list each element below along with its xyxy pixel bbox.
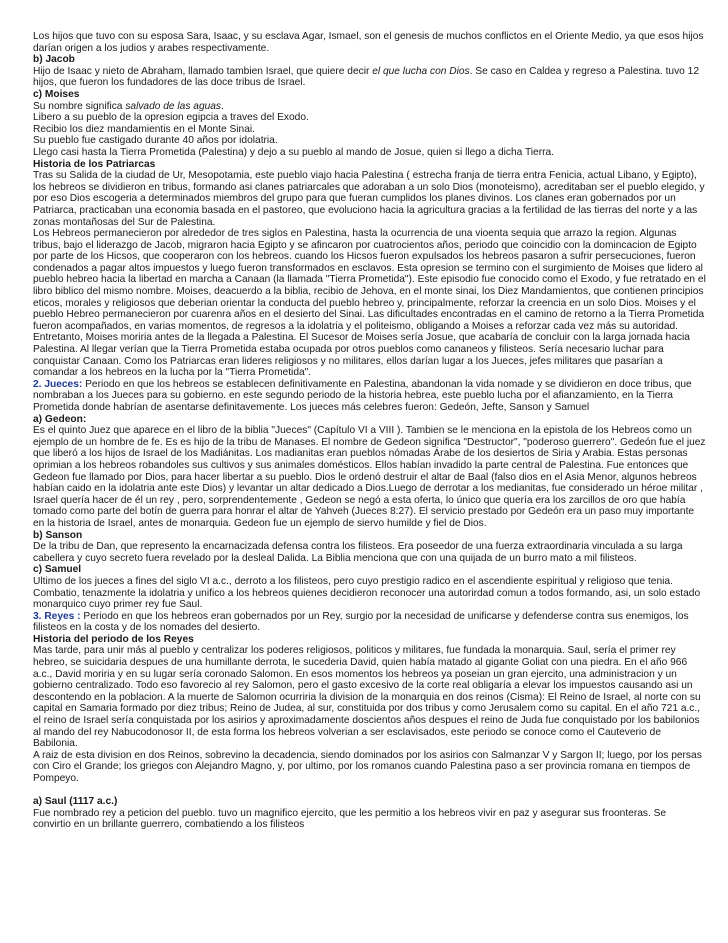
text-run: Historia del periodo de los Reyes (33, 633, 194, 645)
paragraph (33, 750, 706, 785)
paragraph (33, 541, 706, 564)
italic-text: salvado de las aguas (125, 100, 222, 112)
section-heading-c-samuel (33, 564, 706, 576)
text-run: Tras su Salida de la ciudad de Ur, Mesopotamia, este pueblo viajo hacia Palestina ( estrecha franja de tierra entra Fenicia, actual Libano, y Egipto), los hebreos se dividieron en tribus, formando asi clanes patriarcales que adoraban a un solo Dios (monoteismo), acreditaban ser el pueblo elegido, y por eso Dios escogeria a determinados miembros del grupo para que fueran cumplidos los planes divinos. Los clanes eran gobernados por un Patriarca, practicaban una economia basada en el pastoreo, que evoluciono hacia la agricultura gracias a la fertilidad de las tierras del norte y a las zonas montañosas del Sur de Palestina. (33, 170, 705, 228)
text-run: c) Moises (33, 88, 80, 100)
paragraph (33, 228, 706, 379)
section-heading-historia-de-los-patriarcas (33, 159, 706, 171)
text-run: . Se caso en Caldea y regreso a Palestina. tuvo 12 hijos, que fueron los fundadores de las doce tribus de Israel. (33, 65, 699, 89)
text-run: a) Gedeon: (33, 413, 87, 425)
section-heading-a-gedeon (33, 414, 706, 426)
text-run: Los Hebreos permanecieron por alrededor de tres siglos en Palestina, hasta la ocurrencia de una vioenta sequia que arrazo la region. Algunas tribus, bajo el liderazgo de Jacob, migraron hacia Egipto y se afincaron por cuatrocientos años, periodo que coincidio con la domincacion de Egipto por parte de los Hicsos, que cooperaron con los hebreos. cuando los Hicsos fueron expulsados los hebreos pasaron a sufrir persecuciones, fueron condenados a pagar altos impuestos y luego fueron transformados en esclavos. Esta opresion se termino con el surgimiento de Moises que lidero al pueblo hebreo hacia la libertad en marcha a Canaan (la llamada "Tierra Prometida"). Este episodio fue conocido como el Exodo, y fue retratado en el libro biblico del mismo nombre. Moises, deacuerdo a la biblia, recibio de Jehova, en el monte sinai, los Diez Mandamientos, que contienen principios eticos, morales y religiosos que deberian orientar la conducta del pueblo hebreo y, principalmente, reforzar la creencia en un solo Dios. Moises y el pueblo Hebreo permanecieron por cuarenra años en el desierto del Sinai. Las dificultades encontradas en el camino de retorno a la Tierra Prometida fueron acompañados, en varias momentos, de regresos a la idolatria y el politeismo, obligando a Moises a reforzar cada vez más su autoridad. Entretanto, Moises moriria antes de la llegada a Palestina. El Sucesor de Moises sería Josue, que acabaría de concluir con la larga jornada hacia Palestina. Al llegar verían que la Tierra Prometida estaba ocupada por otros pueblos como cananeos y filisteos. Sería necesario luchar para conquistar Canaan. Como los Patriarcas eran lideres religiosos y no militares, ellos darían lugar a los Jueces, jefes militares que pasarían a comandar a los hebreos en la lucha por la "Tierra Prometida". (33, 228, 706, 379)
text-run: Periodo en que los hebreos eran gobernados por un Rey, surgio por la necesidad de unificarse y defenderse contra sus enemigos, los filisteos en la costa y de los nomades del desierto. (33, 610, 689, 634)
text-run: A raiz de esta division en dos Reinos, sobrevino la decadencia, siendo dominados por los asirios con Salmanzar V y Sargon II; luego, por los persas con Ciro el Grande; los griegos con Alejandro Magno, y, por ultimo, por los romanos cuando Palestina paso a ser provincia romana en tiempos de Pompeyo. (33, 749, 702, 784)
numbered-section-title: 3. Reyes : (33, 610, 81, 622)
paragraph (33, 170, 706, 228)
paragraph (33, 379, 706, 414)
paragraph (33, 645, 706, 749)
paragraph (33, 112, 706, 124)
paragraph (33, 124, 706, 136)
text-run: b) Jacob (33, 54, 75, 66)
italic-text: el que lucha con Dios (372, 65, 470, 77)
paragraph (33, 66, 706, 89)
paragraph (33, 31, 706, 54)
text-run: Fue nombrado rey a peticion del pueblo. tuvo un magnifico ejercito, que les permitio a los hebreos vivir en paz y asegurar sus froonteras. Se convirtio en un brillante guerrero, combatiendo a los filisteos (33, 807, 667, 831)
text-run: Ultimo de los jueces a fines del siglo VI a.c., derroto a los filisteos, pero cuyo prestigio radico en el ascendiente espiritual y religioso que tenia. Combatio, tenazmente la idolatria y unifico a los hebreos quienes decidieron reconocer una autorirdad comun a todos formando, asi, un solo estado monarquico cuyo primer rey fue Saul. (33, 575, 701, 611)
numbered-section-title: 2. Jueces: (33, 378, 83, 390)
text-run: Historia de los Patriarcas (33, 158, 156, 170)
text-run: Mas tarde, para unir más al pueblo y centralizar los poderes religiosos, politicos y militares, fue fundada la monarquia. Saul, sería el primer rey hebreo, se suicidaria despues de una humillante derrota, le sucederia David, quien había matado al gigante Goliat con una piedra. En el año 966 a.c., David moriria y en su lugar sería coronado Salomon. En esos momentos los hebreos ya poseian un gran ejercito, una administracion y un gobierno centralizado. Todo eso favorecio al rey Salomon, pero el gasto excesivo de la corte real obligaría a elevar los impuestos causando asi un descontendo en la poblacion. A la muerte de Salomon ocurriria la division de la monarquia en dos reinos (Cisma): El Reino de Israel, al norte con su capital en Samaria formado por diez tribus; Reino de Judea, al sur, constituida por dos tribus y como Jerusalem como su capital. En el año 721 a.c., el reino de Israel sería conquistada por los asirios y aproximadamente doscientos años despues el reino de Juda fue conquistado por los babilonios al mando del rey Nabucodonosor II, de esta forma los hebreos volverian a ser esclavisados, este periodo se conoce como el Cauteverio de Babilonia. (33, 645, 701, 750)
text-run: Es el quinto Juez que aparece en el libro de la biblia "Jueces" (Capítulo VI a VIII ). Tambien se le menciona en la epistola de los Hebreos como un ejemplo de un hombre de fe. Es es hijo de la tribu de Manases. El nombre de Gedeon significa "Destructor", "poderoso guerrero". Gedeón fue el juez que liberó a los hijos de Israel de los Madiánitas. Los madianitas eran pueblos nómadas Árabe de los desiertos de Siria y Arabia. Estas personas oprimian a los hebreos robandoles sus cultivos y sus animales domésticos. Ellos habían invadido la parte central de Palestina. Fue entonces que Gedeon fue llamado por Dios, para hacer libertar a su pueblo. Dios le ordenó destruir el altar de Baal (falso dios en el Asia Menor, algunos hebreos habían caido en la idolatria ante este Dios) y levantar un altar dedicado a Dios.Luego de derrotar a los medianitas, fue considerado un héroe militar , Israel quería hacer de él un rey , pero, sorprendentemente , Gedeon se negó a esta oferta, lo único que quería era los zarcillos de oro que había tomado como parte del botín de guerra para honrar el altar de Yahveh (Jueces 8:27). El servicio prestado por Gedeón era un paso muy importante en la historia de Israel, antes de monarquia. Gedeon fue un ejemplo de siervo humilde y fiel de Dios. (33, 425, 706, 529)
section-heading-b-sanson (33, 530, 706, 542)
text-run: Llego casi hasta la Tierra Prometida (Palestina) y dejo a su pueblo al mando de Josue, quien si llego a dicha Tierra. (33, 146, 554, 158)
paragraph (33, 808, 706, 831)
text-run: Recibio los diez mandamientis en el Monte Sinai. (33, 123, 255, 135)
blank-line (33, 785, 706, 797)
text-run: a) Saul (1117 a.c.) (33, 796, 118, 808)
section-heading-c-moises (33, 89, 706, 101)
text-run: Su pueblo fue castigado durante 40 años por idolatria. (33, 135, 278, 147)
section-heading-historia-del-periodo-de-los-reyes (33, 634, 706, 646)
text-run: . (221, 100, 224, 112)
paragraph (33, 101, 706, 113)
text-run: b) Sanson (33, 529, 83, 541)
section-heading-a-saul-1117-a-c (33, 796, 706, 808)
paragraph (33, 135, 706, 147)
section-heading-b-jacob (33, 54, 706, 66)
text-run: Libero a su pueblo de la opresion egipcia a traves del Exodo. (33, 112, 309, 124)
text-run: Periodo en que los hebreos se establecen definitivamente en Palestina, abandonan la vida nomade y se dividieron en doce tribus, que nombraban a los Jueces para su gobierno. en este segundo periodo de la historia hebrea, este pueblo lucha por el afianzamiento, en la Tierra Prometida donde habrían de asentarse definitavemente. Los jueces más celebres fueron: Gedeón, Jefte, Sanson y Samuel (33, 378, 692, 413)
paragraph (33, 147, 706, 159)
paragraph (33, 576, 706, 611)
text-run: Los hijos que tuvo con su esposa Sara, Isaac, y su esclava Agar, Ismael, son el genesis de muchos conflictos en el Oriente Medio, ya que esos hijos darían origen a los judios y arabes respectivamente. (33, 31, 704, 54)
text-run: c) Samuel (33, 564, 82, 576)
text-run: Hijo de Isaac y nieto de Abraham, llamado tambien Israel, que quiere decir (33, 65, 373, 77)
paragraph (33, 611, 706, 634)
paragraph (33, 425, 706, 529)
text-run: Su nombre significa (33, 100, 126, 112)
text-run: De la tribu de Dan, que represento la encarnacizada defensa contra los filisteos. Era poseedor de una fuerza extraordinaria vinculada a su larga cabellera y cuyo secreto fuera revelado por la desleal Dalida. La Biblia menciona que con una quijada de un burro mato a mil filisteos. (33, 541, 683, 564)
